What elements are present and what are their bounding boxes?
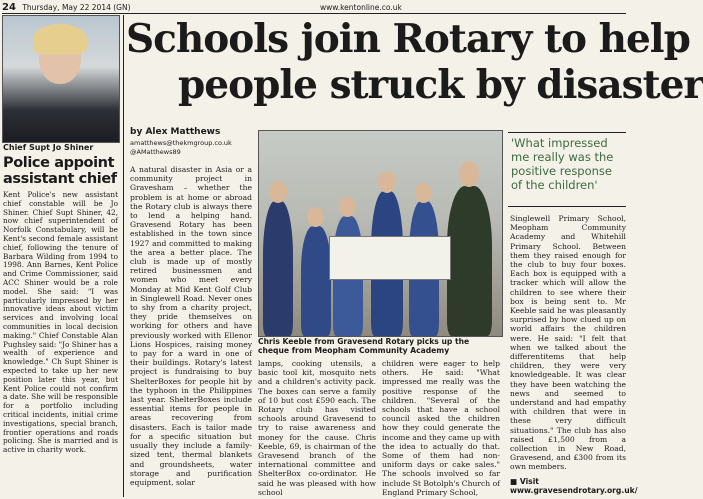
headline-line-1: Schools join Rotary to help [126,16,690,62]
byline: by Alex Matthews [130,127,221,137]
masthead-rule [2,13,626,14]
person-right [447,186,492,336]
portrait-photo [2,15,120,143]
column-divider [123,15,124,497]
face-child-4 [415,183,432,203]
sidebar-headline: Police appoint assistant chief [3,155,117,187]
article-column-3: children were eager to help others. He said: "What impressed me really was the positive response of the children. "Several of the schools that have a school council asked the children how they could generate the income and they came up with the idea to actually do that. Some of them had non-uniform days or cake sales." The schools involved so far include St Botolph's Church of England Primary School, [382,359,501,497]
pull-quote-rule-bottom [508,206,626,207]
website-link[interactable]: www.kentonline.co.uk [320,3,402,12]
page-number: 24 [2,2,16,13]
issue-date: Thursday, May 22 2014 (GN) [22,3,131,12]
photo-caption: Chris Keeble from Gravesend Rotary picks up the cheque from Meopham Community Academy [258,337,470,356]
article-column-1: A natural disaster in Asia or a community project in Gravesham – whether the problem is at home or abroad the Rotary club is always there to lend a helping hand. Gravesend Rotary has been established in the town since 1927 and committed to making the area a better place. The club is made up of mostly retired businessmen and women who meet every Monday at Mid Kent Golf Club in Singlewell Road. Never ones to shy from a charity project, they pride themselves on working for others and have previously worked with Ellenor Lions Hospices, raising money to pay for a ward in one of their buildings. Rotary's latest project is fundraising to buy ShelterBoxes for people hit by the typhoon in the Philippines last year. ShelterBoxes include essential items for people in areas recovering from disasters. Each is tailor made for a specific situation but usually they include a family-sized tent, thermal blankets and groundsheets, water storage and purification equipment, solar [130,165,252,487]
face-child-3 [378,171,396,193]
article-column-2: lamps, cooking utensils, a basic tool kit, mosquito nets and a children's activity pack. The boxes can serve a family of 10 but cost £590 each. The Rotary club has visited schools around Gravesend to try to raise awareness and money for the cause. Chris Keeble, 69, is chairman of the Gravesend branch of the international committee and ShelterBox co-ordinator. He said he was pleased with how school [258,359,376,497]
face-child-1 [307,207,324,227]
byline-twitter[interactable]: @AMatthews89 [130,148,181,156]
pull-quote: 'What impressed me really was the positive response of the children' [511,136,614,192]
giant-cheque [329,236,451,280]
portrait-caption: Chief Supt Jo Shiner [3,143,94,152]
visit-link[interactable] [510,477,638,495]
headline-line-2: people struck by disaster [178,62,703,108]
face-child-2 [339,197,356,217]
article-right-column: Singlewell Primary School, Meopham Community Academy and Whitehill Primary School. Between them they raised enough for the club to buy four boxes. Each box is equipped with a tracker which will allow the children to see where their box is being sent to. Mr Keeble said he was pleasantly surprised by how clued up on world affairs the children were. He said: "I felt that when we talked about the differentitems that help children, they were very knowledgeable. It was clear they have been watching the news and seemed to understand and had empathy with children that were in these very difficult situations." The club has also raised £1,500 from a collection in New Road, Gravesend, and £300 from its own members. [510,214,626,472]
group-photo [258,130,503,337]
square-bullet-icon: ■ [510,477,520,486]
portrait-hair [33,24,87,54]
face-left [269,181,287,203]
visit-link-text[interactable]: Visit www.gravesendrotary.org.uk/ [510,477,638,495]
person-left [263,201,293,336]
sidebar-body: Kent Police's new assistant chief constable will be Jo Shiner. Chief Supt Shiner, 42, now chief superintendent of Norfolk Constabulary, will be Kent's second female assistant chief, following the tenure of Barbara Wilding from 1994 to 1998. Ann Barnes, Kent Police and Crime Commissioner, said ACC Shiner would be a role model. She said: "I was particularly impressed by her innovative ideas about victim services and involving local communities in local decision making." Chief Constable Alan Pughsley said: "Jo Shiner has a wealth of experience and knowledge." Ch Supt Shiner is expected to take up her new position later this year, but Kent Police could not confirm a date. She will be responsible for a portfolio including critical incidents, initial crime investigations, special branch, frontier operations and roads policing. She is married and is active in charity work. [3,190,119,455]
masthead [2,2,625,12]
face-right [459,161,479,187]
child-1 [301,226,331,336]
byline-email[interactable]: amatthews@thekmgroup.co.uk [130,139,232,147]
pull-quote-rule-top [508,132,626,133]
